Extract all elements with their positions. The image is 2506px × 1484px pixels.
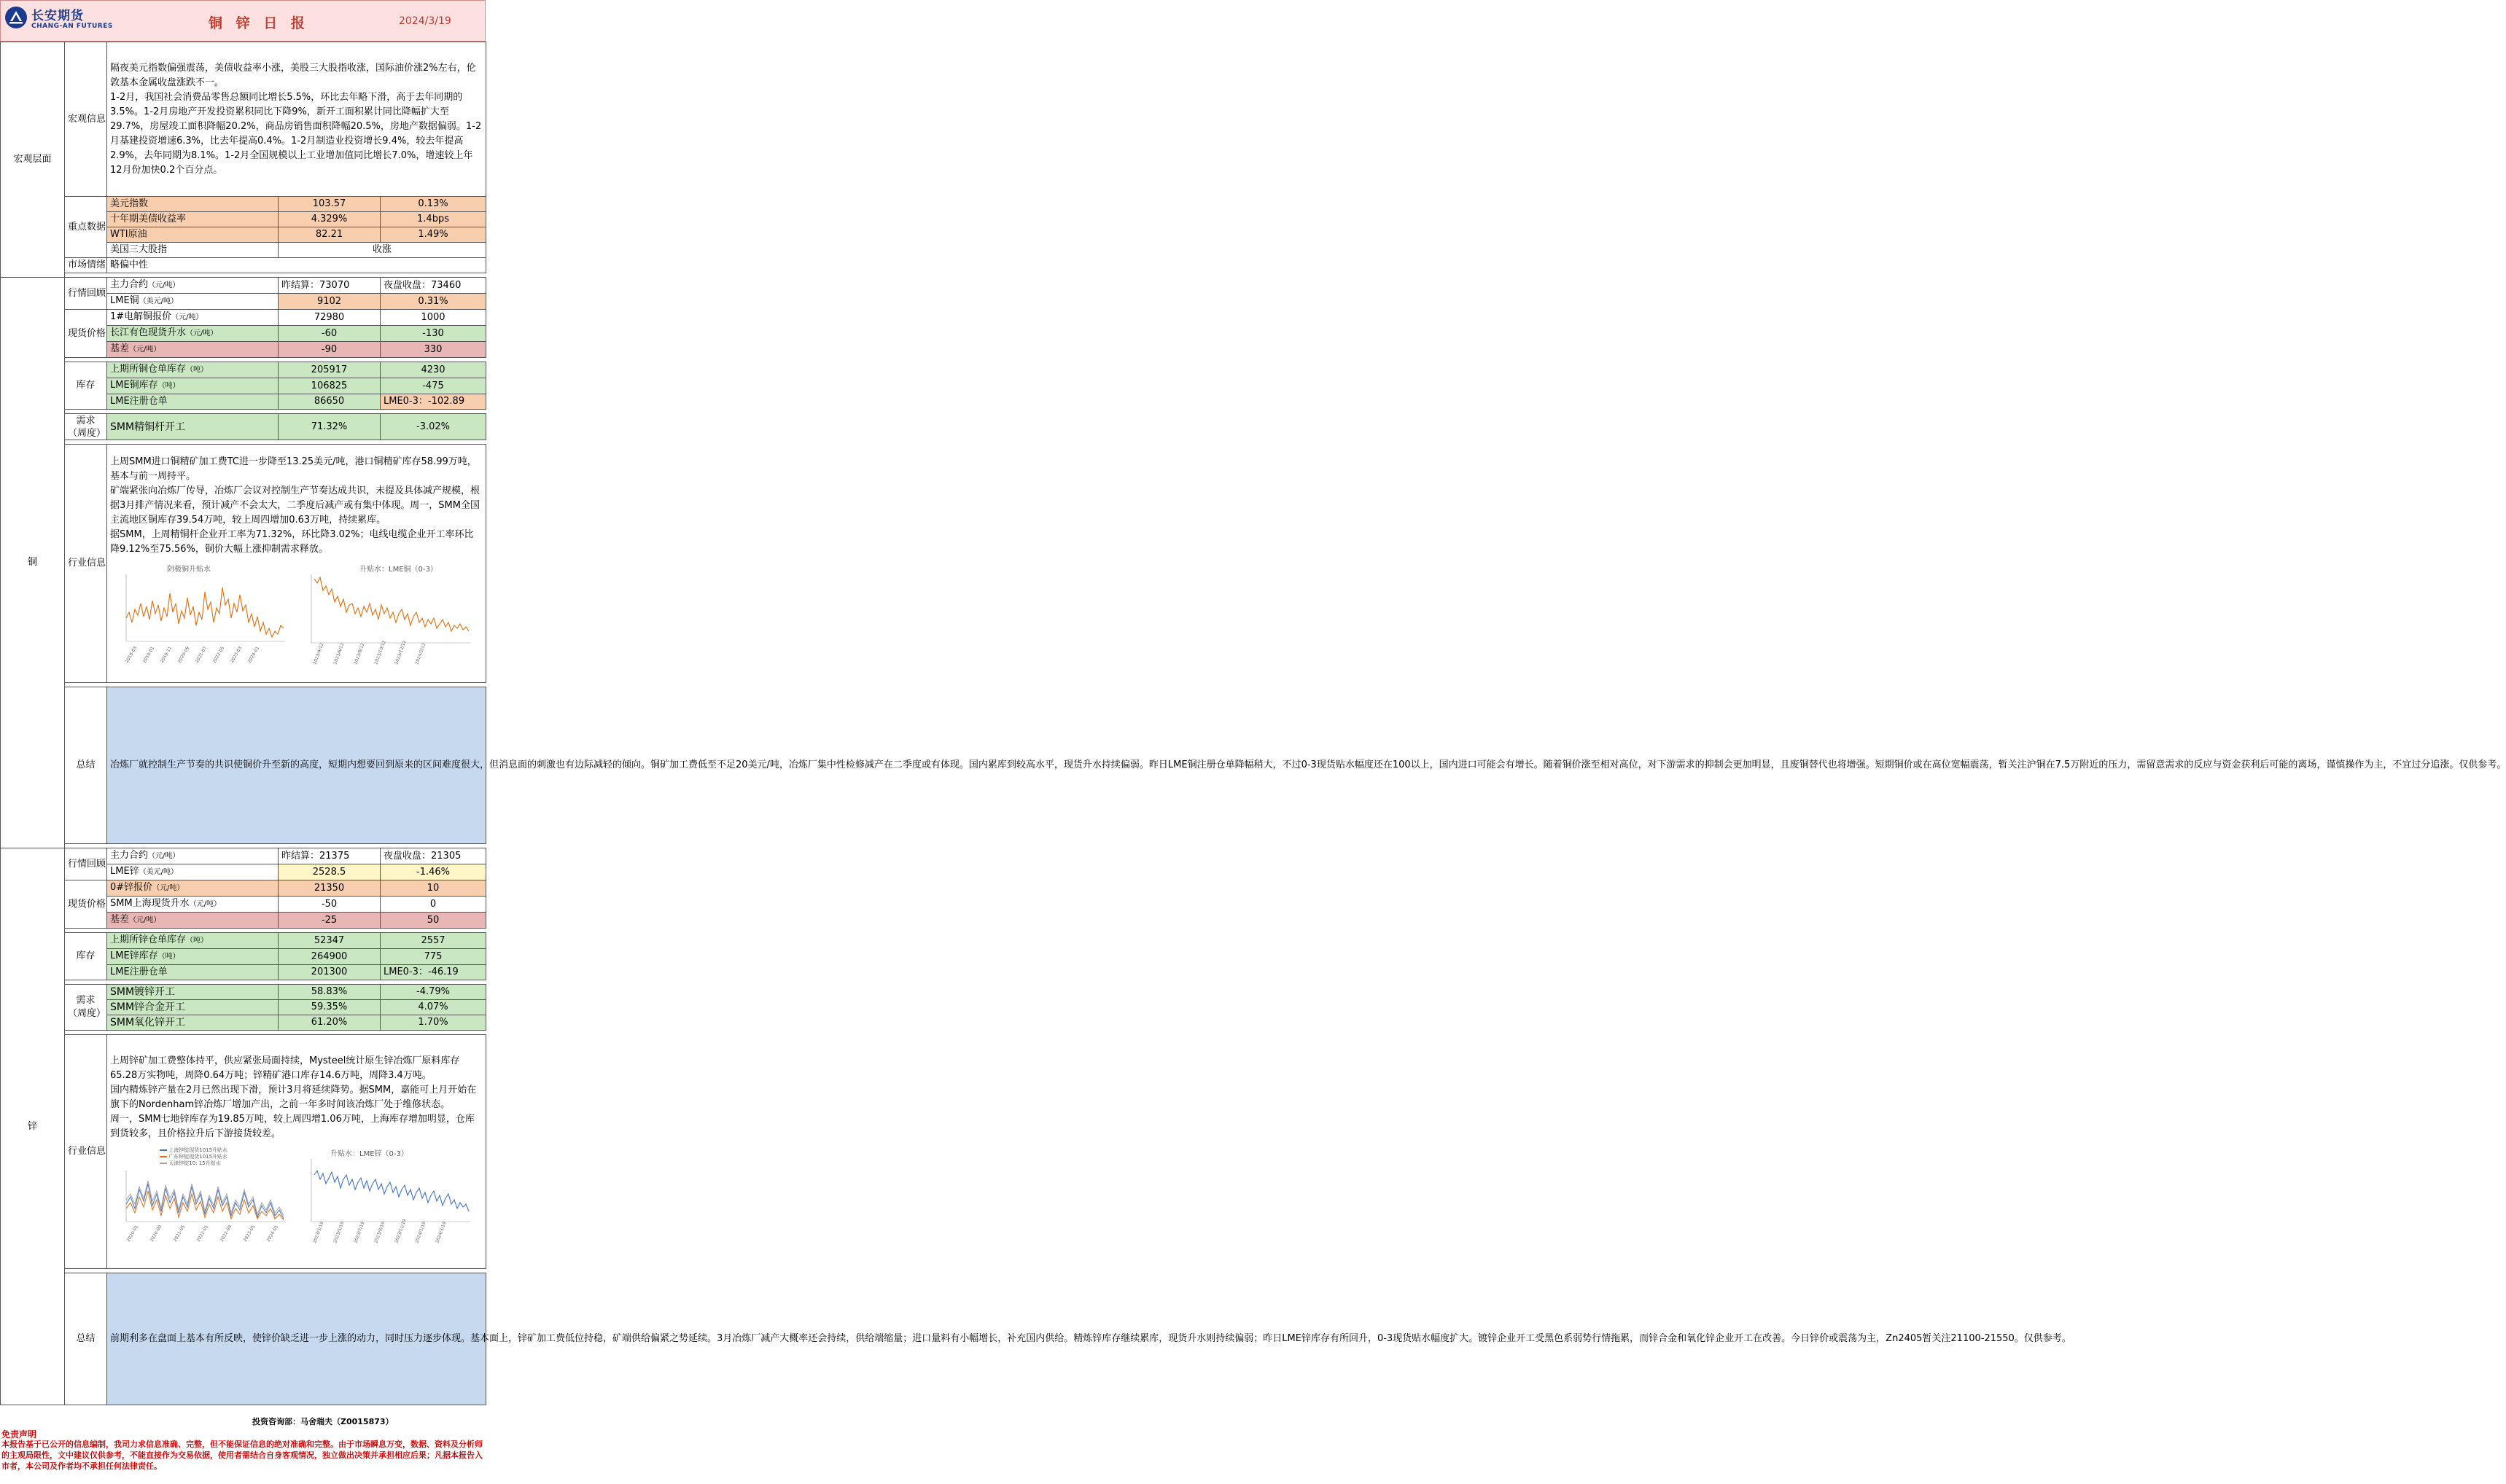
copper-inventory-label: 库存 (65, 362, 107, 410)
copper-basis-value: -90 (279, 342, 381, 358)
copper-main-contract: 主力合约（元/吨） (107, 278, 279, 294)
zinc-basis-value: -25 (279, 913, 381, 929)
macro-row-change: 0.13% (381, 197, 486, 212)
copper-inv2-name: LME铜库存（吨） (107, 378, 279, 394)
macro-row-name: 美元指数 (107, 197, 279, 212)
analyst-credit: 投资咨询部：马舍瑞夫（Z0015873） (252, 1417, 394, 1426)
copper-spot1-name: 1#电解铜报价（元/吨） (107, 310, 279, 326)
legend-item: 上海锌锭现货1015升贴水 (160, 1147, 227, 1154)
svg-text:2023/8/12: 2023/8/12 (353, 642, 366, 665)
svg-text:2022-01: 2022-01 (195, 1224, 210, 1243)
report-header (0, 0, 486, 42)
zinc-inv1-change: 2557 (381, 933, 486, 949)
zinc-lme-spread-chart (301, 1146, 476, 1248)
macro-info-text: 隔夜美元指数偏强震荡，美债收益率小涨，美股三大股指收涨，国际油价涨2%左右，伦敦基本金属收盘涨跌不一。 1-2月，我国社会消费品零售总额同比增长5.5%，环比去年略下滑，高于去年同期的3.5%。1-2月房地产开发投资累积同比下降9%，新开工面积累计同比降幅扩大至29.7%，房屋竣工面积降幅20.2%，商品房销售面积降幅20.5%，房地产数据偏弱。1-2月基建投资增速6.3%，比去年提高0.4%。1-2月制造业投资增长9.4%，较去年提高2.9%，去年同期为8.1%。1-2月全国规模以上工业增加值同比增长7.0%，增速较上年12月份加快0.2个百分点。 (107, 42, 486, 197)
zinc-inventory-label: 库存 (65, 933, 107, 980)
copper-inv3-name: LME注册仓单 (107, 394, 279, 410)
zinc-spot2-value: -50 (279, 897, 381, 913)
copper-charts (110, 557, 483, 672)
copper-lme-change: 0.31% (381, 294, 486, 310)
zinc-lme-change: -1.46% (381, 864, 486, 880)
zinc-basis-change: 50 (381, 913, 486, 929)
copper-lme-name: LME铜（美元/吨） (107, 294, 279, 310)
zinc-demand-label: 需求 （周度） (65, 985, 107, 1031)
copper-inv2-change: -475 (381, 378, 486, 394)
zinc-lme-value: 2528.5 (279, 864, 381, 880)
copper-spot2-name: 长江有色现货升水（元/吨） (107, 326, 279, 342)
zinc-dem2-change: 4.07% (381, 1000, 486, 1015)
copper-spot2-change: -130 (381, 326, 486, 342)
macro-row-value: 82.21 (279, 227, 381, 243)
svg-text:2024/2/12: 2024/2/12 (414, 642, 427, 665)
zinc-dem1-value: 58.83% (279, 985, 381, 1000)
copper-inv2-value: 106825 (279, 378, 381, 394)
copper-spot1-value: 72980 (279, 310, 381, 326)
copper-summary-text: 冶炼厂就控制生产节奏的共识使铜价升至新的高度，短期内想要回到原来的区间难度很大，但消息面的刺激也有边际减轻的倾向。铜矿加工费低至不足20美元/吨，冶炼厂集中性检修减产在二季度或有体现。国内累库到较高水平，现货升水持续偏弱。昨日LME铜注册仓单降幅稍大，不过0-3现货贴水幅度还在100以上，国内进口可能会有增长。随着铜价涨至相对高位，对下游需求的抑制会更加明显，且废铜替代也将增强。短期铜价或在高位宽幅震荡，暂关注沪铜在7.5万附近的压力，需留意需求的反应与资金获利后可能的离场，谨慎操作为主，不宜过分追涨。仅供参考。 (107, 687, 486, 844)
zinc-inv3-name: LME注册仓单 (107, 965, 279, 980)
zinc-quote-label: 行情回顾 (65, 848, 107, 880)
zinc-inv3-value: 201300 (279, 965, 381, 980)
zinc-summary-label: 总结 (65, 1273, 107, 1405)
zinc-inv1-name: 上期所锌仓单库存（吨） (107, 933, 279, 949)
svg-text:2024/3/19: 2024/3/19 (435, 1221, 448, 1244)
copper-lme-spread-chart (301, 561, 476, 671)
macro-data-label: 重点数据 (65, 197, 107, 258)
zinc-spot1-change: 10 (381, 880, 486, 897)
zinc-summary-text: 前期利多在盘面上基本有所反映，使锌价缺乏进一步上涨的动力，同时压力逐步体现。基本面上，锌矿加工费低位持稳，矿端供给偏紧之势延续。3月冶炼厂减产大概率还会持续，供给端缩量；进口量料有小幅增长，补充国内供给。精炼锌库存继续累库，现货升水则持续偏弱；昨日LME锌库存有所回升，0-3现货贴水幅度扩大。镀锌企业开工受黑色系弱势行情拖累，而锌合金和氧化锌企业开工在改善。今日锌价或震荡为主，Zn2405暂关注21100-21550。仅供参考。 (107, 1273, 486, 1405)
logo-chinese-name: 长安期货 (31, 9, 84, 23)
copper-section-label: 铜 (1, 278, 65, 848)
zinc-industry-label: 行业信息 (65, 1035, 107, 1269)
copper-summary-label: 总结 (65, 687, 107, 844)
zinc-industry-cell (107, 1035, 486, 1269)
disclaimer-title: 免责声明 (1, 1429, 37, 1440)
copper-demand-label: 需求 （周度） (65, 414, 107, 440)
copper-premium-chart-svg (116, 561, 291, 671)
zinc-dem2-name: SMM锌合金开工 (107, 1000, 279, 1015)
copper-inv1-value: 205917 (279, 362, 381, 378)
zinc-dem3-name: SMM氧化锌开工 (107, 1015, 279, 1031)
zinc-lme-spread: LME0-3：-46.19 (381, 965, 486, 980)
copper-chart1-title: 阴极铜升贴水 (167, 566, 211, 574)
macro-row-name: 十年期美债收益率 (107, 212, 279, 227)
zinc-dem2-value: 59.35% (279, 1000, 381, 1015)
svg-text:2024/1/19: 2024/1/19 (414, 1221, 427, 1244)
copper-dem1-name: SMM精铜杆开工 (107, 414, 279, 440)
zinc-spot1-name: 0#锌报价（元/吨） (107, 880, 279, 897)
report-date: 2024/3/19 (399, 15, 451, 27)
copper-lme-spread-chart-svg (301, 561, 476, 671)
zinc-spot2-name: SMM上海现货升水（元/吨） (107, 897, 279, 913)
svg-text:2021-07: 2021-07 (194, 645, 209, 664)
legend-item: 天津锌锭10: 15升贴水 (160, 1160, 227, 1167)
macro-row-value: 收涨 (279, 243, 486, 258)
macro-row-value: 4.329% (279, 212, 381, 227)
svg-text:2023/6/12: 2023/6/12 (332, 642, 346, 665)
copper-spot1-change: 1000 (381, 310, 486, 326)
copper-chart2-title: 升贴水：LME铜（0-3） (359, 566, 437, 574)
svg-text:2023/3/19: 2023/3/19 (312, 1221, 325, 1244)
svg-text:2023/12/12: 2023/12/12 (394, 639, 408, 665)
macro-row-name: WTI原油 (107, 227, 279, 243)
svg-text:2023/9/19: 2023/9/19 (373, 1221, 386, 1244)
macro-section-label: 宏观层面 (1, 42, 65, 278)
zinc-industry-text: 上周锌矿加工费整体持平，供应紧张局面持续，Mysteel统计原生锌冶炼厂原料库存65.28万实物吨，周降0.64万吨；锌精矿港口库存14.6万吨，周降3.4万吨。 国内精炼锌产量在2月已然出现下滑，预计3月将延续降势。据SMM，嘉能可上月开始在旗下的Nordenham锌冶炼厂增加产出，之前一年多时间该冶炼厂处于维修状态。 周一，SMM七地锌库存为19.85万吨，较上周四增1.06万吨，上海库存增加明显，仓库到货较多，且价格拉升后下游接货较差。 (110, 1055, 477, 1139)
svg-text:2023/11/19: 2023/11/19 (394, 1218, 408, 1244)
svg-text:2020-01: 2020-01 (125, 1224, 140, 1243)
copper-quote-label: 行情回顾 (65, 278, 107, 310)
market-mood-value: 略偏中性 (107, 258, 486, 273)
copper-inv1-change: 4230 (381, 362, 486, 378)
zinc-inv2-value: 264900 (279, 949, 381, 965)
svg-text:2023/4/12: 2023/4/12 (312, 642, 325, 665)
copper-inv1-name: 上期所铜仓单库存（吨） (107, 362, 279, 378)
zinc-lme-name: LME锌（美元/吨） (107, 864, 279, 880)
svg-text:2022-09: 2022-09 (219, 1224, 233, 1243)
svg-text:2023/10/12: 2023/10/12 (373, 639, 387, 665)
zinc-basis-name: 基差（元/吨） (107, 913, 279, 929)
svg-text:2021-05: 2021-05 (172, 1224, 187, 1243)
svg-text:2020-09: 2020-09 (176, 645, 191, 664)
svg-text:2018-03: 2018-03 (124, 645, 139, 664)
copper-dem1-change: -3.02% (381, 414, 486, 440)
zinc-spot2-change: 0 (381, 897, 486, 913)
macro-row-change: 1.49% (381, 227, 486, 243)
legend-item: 广东锌锭现货1015升贴水 (160, 1154, 227, 1160)
copper-premium-chart (116, 561, 291, 671)
report-title: 铜 锌 日 报 (209, 15, 309, 31)
disclaimer-text: 本报告基于已公开的信息编制，我司力求信息准确、完整，但不能保证信息的绝对准确和完整。由于市场瞬息万变，数据、资料及分析师的主观局限性，文中建议仅供参考，不能直接作为交易依据，使用者需结合自身客观情况，独立做出决策并承担相应后果；凡据本报告入市者，本公司及作者均不承担任何法律责任。 (1, 1440, 483, 1471)
zinc-dem1-name: SMM镀锌开工 (107, 985, 279, 1000)
copper-lme-value: 9102 (279, 294, 381, 310)
zinc-inv1-value: 52347 (279, 933, 381, 949)
svg-text:2022-05: 2022-05 (211, 645, 226, 664)
copper-industry-cell (107, 445, 486, 683)
macro-info-label: 宏观信息 (65, 42, 107, 197)
macro-row-value: 103.57 (279, 197, 381, 212)
copper-spot-label: 现货价格 (65, 310, 107, 358)
zinc-night-close: 夜盘收盘：21305 (381, 848, 486, 864)
svg-text:2023/7/19: 2023/7/19 (353, 1221, 366, 1244)
report-table (0, 42, 2506, 1405)
zinc-inv2-change: 775 (381, 949, 486, 965)
zinc-section-label: 锌 (1, 848, 65, 1405)
svg-text:2023-05: 2023-05 (242, 1224, 257, 1243)
copper-basis-name: 基差（元/吨） (107, 342, 279, 358)
market-mood-label: 市场情绪 (65, 258, 107, 273)
logo-english-name: CHANG-AN FUTURES (31, 23, 113, 30)
zinc-inv2-name: LME锌库存（吨） (107, 949, 279, 965)
zinc-charts (110, 1141, 483, 1249)
copper-dem1-value: 71.32% (279, 414, 381, 440)
svg-text:2024-01: 2024-01 (246, 645, 261, 664)
copper-inv3-value: 86650 (279, 394, 381, 410)
copper-basis-change: 330 (381, 342, 486, 358)
zinc-spot1-value: 21350 (279, 880, 381, 897)
svg-text:2023-03: 2023-03 (229, 645, 244, 664)
copper-lme-spread: LME0-3：-102.89 (381, 394, 486, 410)
copper-spot2-value: -60 (279, 326, 381, 342)
zinc-dem1-change: -4.79% (381, 985, 486, 1000)
copper-night-close: 夜盘收盘：73460 (381, 278, 486, 294)
macro-row-change: 1.4bps (381, 212, 486, 227)
macro-row-name: 美国三大股指 (107, 243, 279, 258)
zinc-prev-settle: 昨结算：21375 (279, 848, 381, 864)
copper-industry-label: 行业信息 (65, 445, 107, 683)
svg-text:2024-01: 2024-01 (265, 1224, 280, 1243)
svg-text:2019-01: 2019-01 (141, 645, 156, 664)
svg-text:2019-11: 2019-11 (159, 645, 174, 664)
zinc-chart1-legend (160, 1147, 227, 1167)
svg-text:2020-09: 2020-09 (149, 1224, 163, 1243)
zinc-dem3-change: 1.70% (381, 1015, 486, 1031)
zinc-chart2-title: 升贴水：LME锌（0-3） (330, 1150, 408, 1158)
chang-an-logo-icon (4, 5, 28, 30)
zinc-main-contract: 主力合约（元/吨） (107, 848, 279, 864)
copper-prev-settle: 昨结算：73070 (279, 278, 381, 294)
zinc-premium-chart (116, 1146, 291, 1248)
zinc-dem3-value: 61.20% (279, 1015, 381, 1031)
zinc-spot-label: 现货价格 (65, 880, 107, 929)
svg-text:2023/5/19: 2023/5/19 (332, 1221, 346, 1244)
copper-industry-text: 上周SMM进口铜精矿加工费TC进一步降至13.25美元/吨，港口铜精矿库存58.99万吨，基本与前一周持平。 矿端紧张向冶炼厂传导，冶炼厂会议对控制生产节奏达成共识，未提及具体减产规模，根据3月排产情况来看，预计减产不会太大，二季度后减产或有集中体现。周一，SMM全国主流地区铜库存39.54万吨，较上周四增加0.63万吨，持续累库。 据SMM，上周精铜杆企业开工率为71.32%，环比降3.02%；电线电缆企业开工率环比降9.12%至75.56%，铜价大幅上涨抑制需求释放。 (110, 456, 480, 555)
